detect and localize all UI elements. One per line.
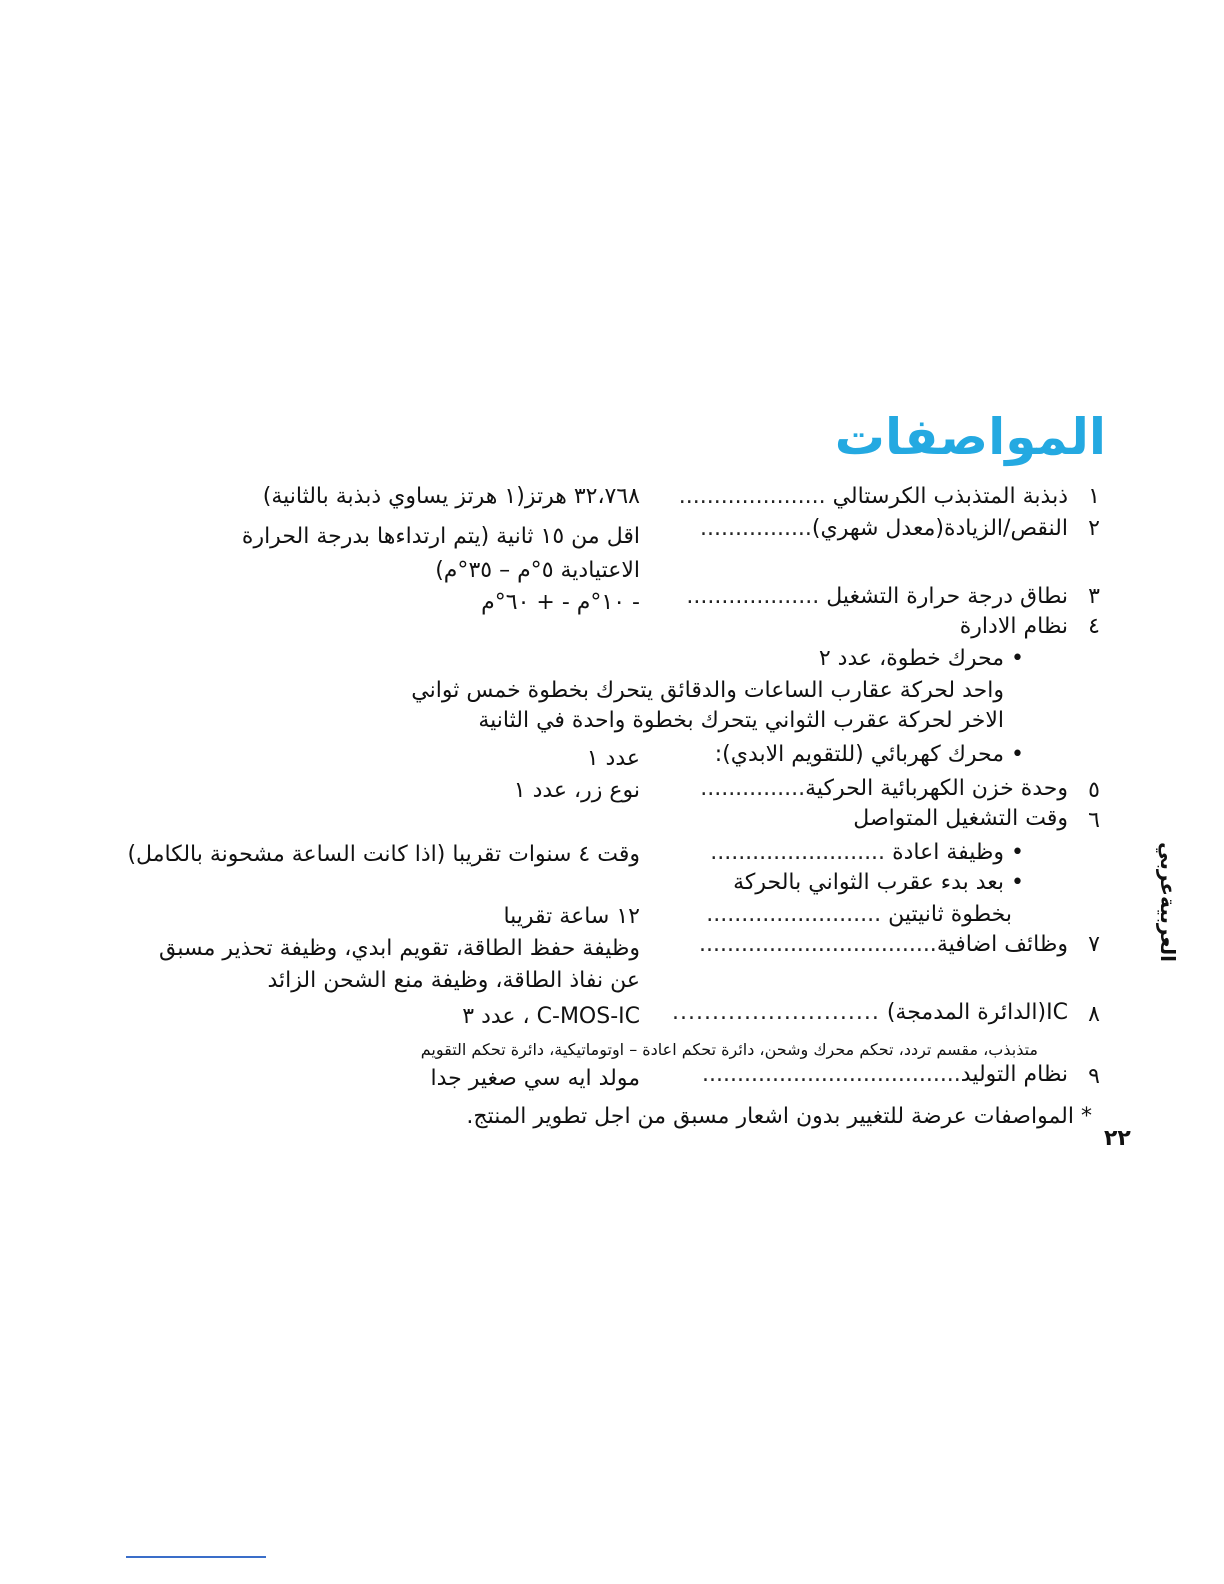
item-label: نظام الادارة	[959, 614, 1068, 639]
item-number: ٣	[1088, 584, 1100, 609]
item-number: ١	[1088, 484, 1100, 509]
item-number: ٦	[1088, 808, 1100, 833]
page-title: المواصفات	[834, 408, 1106, 466]
reset-function-value: وقت ٤ سنوات تقريبا (اذا كانت الساعة مشحونة بالكامل)	[127, 842, 640, 867]
item-number: ٧	[1088, 932, 1100, 957]
language-side-tab	[1124, 842, 1180, 1036]
electric-motor-count: عدد ١	[586, 746, 640, 771]
item-number: ٥	[1088, 778, 1100, 803]
footnote: * المواصفات عرضة للتغيير بدون اشعار مسبق من اجل تطوير المنتج.	[466, 1104, 1092, 1129]
item-value: مولد ايه سي صغير جدا	[430, 1066, 640, 1091]
item-value: نوع زر، عدد ١	[513, 778, 640, 803]
item-number: ٩	[1088, 1064, 1100, 1089]
item-label: نطاق درجة حرارة التشغيل ...................	[686, 584, 1068, 609]
page-number: ٢٢	[1104, 1126, 1131, 1151]
item-number: ٨	[1088, 1002, 1100, 1027]
item-value: C-MOS-IC ، عدد ٣	[462, 1004, 640, 1029]
item-value: ٣٢،٧٦٨ هرتز(١ هرتز يساوي ذبذبة بالثانية)	[262, 484, 640, 509]
bottom-rule	[126, 1556, 266, 1558]
item-label: IC(الدائرة المدمجة) ..........................	[672, 1000, 1068, 1025]
step-motor-detail: الاخر لحركة عقرب الثواني يتحرك بخطوة واحدة في الثانية	[478, 708, 1004, 733]
item-value: - ١٠°م - + ٦٠°م	[481, 590, 640, 615]
item-value: وظيفة حفظ الطاقة، تقويم ابدي، وظيفة تحذير مسبق	[159, 936, 640, 961]
two-second-step-label: بخطوة ثانيتين .........................	[706, 902, 1012, 927]
item-number: ٢	[1088, 516, 1100, 541]
item-label: نظام التوليد.....................................	[702, 1062, 1068, 1087]
item-label: وظائف اضافية..................................	[699, 932, 1068, 957]
item-label: وحدة خزن الكهربائية الحركية...............	[700, 776, 1068, 801]
two-second-step-value: ١٢ ساعة تقريبا	[503, 904, 640, 929]
item-number: ٤	[1088, 614, 1100, 639]
electric-motor-line: • محرك كهربائي (للتقويم الابدي):	[714, 742, 1024, 767]
step-motor-detail: واحد لحركة عقارب الساعات والدقائق يتحرك بخطوة خمس ثواني	[411, 678, 1004, 703]
item-value: اقل من ١٥ ثانية (يتم ارتداءها بدرجة الحرارة	[241, 524, 640, 549]
side-tab-label: العربية	[1156, 896, 1180, 962]
item-label: وقت التشغيل المتواصل	[853, 806, 1068, 831]
item-value-continued: عن نفاذ الطاقة، وظيفة منع الشحن الزائد	[267, 968, 640, 993]
step-motor-line: • محرك خطوة، عدد ٢	[818, 646, 1024, 671]
reset-function-label: • وظيفة اعادة .........................	[710, 840, 1024, 865]
item-note: متذبذب، مقسم تردد، تحكم محرك وشحن، دائرة تحكم اعادة – اوتوماتيكية، دائرة تحكم التقويم	[420, 1040, 1038, 1059]
item-label: ذبذبة المتذبذب الكرستالي .....................	[678, 484, 1068, 509]
side-tab-label: عربي	[1156, 842, 1180, 896]
item-value-continued: الاعتيادية ٥°م – ٣٥°م)	[435, 558, 640, 583]
item-label: النقص/الزيادة(معدل شهري)................	[700, 516, 1068, 541]
after-second-hand-label: • بعد بدء عقرب الثواني بالحركة	[733, 870, 1024, 895]
